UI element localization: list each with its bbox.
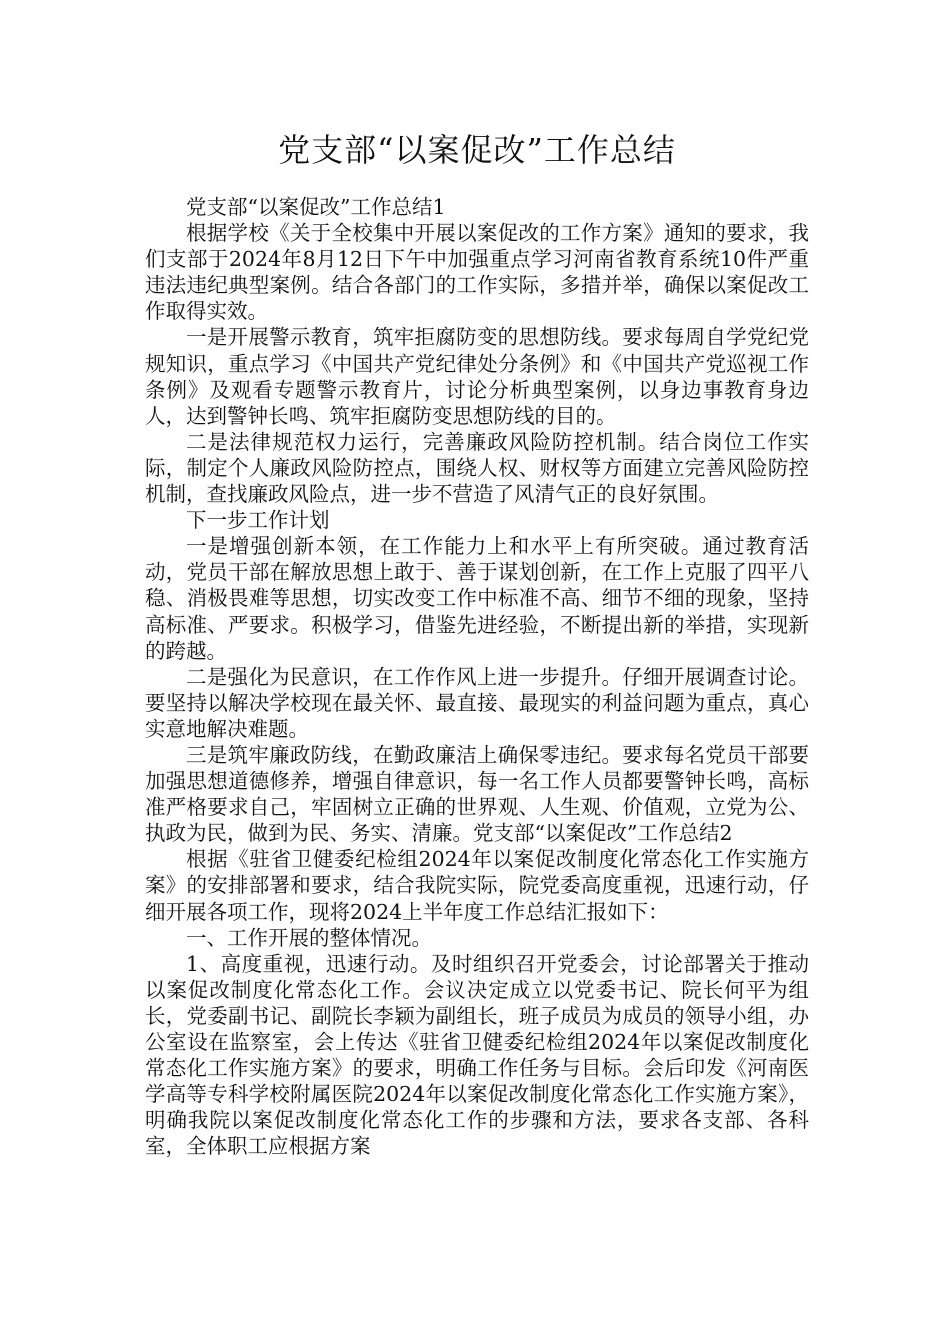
paragraph: 党支部“以案促改”工作总结1 <box>186 195 446 219</box>
paragraph: 根据《驻省卫健委纪检组2024年以案促改制度化常态化工作实施方案》的安排部署和要求，结合我院实际，院党委高度重视，迅速行动，仔细开展各项工作，现将2024上半年度工作总结汇报如下： <box>145 847 809 924</box>
document-title: 党支部“以案促改”工作总结 <box>278 131 676 169</box>
paragraph: 根据学校《关于全校集中开展以案促改的工作方案》通知的要求，我们支部于2024年8月12日下午中加强重点学习河南省教育系统10件严重违法违纪典型案例。结合各部门的工作实际，多措并举，确保以案促改工作取得实效。 <box>145 221 809 324</box>
document-body <box>145 194 809 1159</box>
paragraph: 1、高度重视，迅速行动。及时组织召开党委会，讨论部署关于推动以案促改制度化常态化工作。会议决定成立以党委书记、院长何平为组长，党委副书记、副院长李颖为副组长，班子成员为成员的领导小组，办公室设在监察室，会上传达《驻省卫健委纪检组2024年以案促改制度化常态化工作实施方案》的要求，明确工作任务与目标。会后印发《河南医学高等专科学校附属医院2024年以案促改制度化常态化工作实施方案》，明确我院以案促改制度化常态化工作的步骤和方法，要求各支部、各科室，全体职工应根据方案 <box>145 951 809 1159</box>
document-page <box>145 120 809 1159</box>
paragraph: 一是增强创新本领，在工作能力上和水平上有所突破。通过教育活动，党员干部在解放思想上敢于、善于谋划创新，在工作上克服了四平八稳、消极畏难等思想，切实改变工作中标准不高、细节不细的现象，坚持高标准、严要求。积极学习，借鉴先进经验，不断提出新的举措，实现新的跨越。 <box>145 534 809 663</box>
paragraph: 二是法律规范权力运行，完善廉政风险防控机制。结合岗位工作实际，制定个人廉政风险防控点，围绕人权、财权等方面建立完善风险防控机制，查找廉政风险点，进一步不营造了风清气正的良好氛围。 <box>145 429 809 507</box>
paragraph: 一是开展警示教育，筑牢拒腐防变的思想防线。要求每周自学党纪党规知识，重点学习《中国共产党纪律处分条例》和《中国共产党巡视工作条例》及观看专题警示教育片，讨论分析典型案例，以身边事教育身边人，达到警钟长鸣、筑牢拒腐防变思想防线的目的。 <box>145 325 809 428</box>
paragraph: 二是强化为民意识，在工作作风上进一步提升。仔细开展调查讨论。要坚持以解决学校现在最关怀、最直接、最现实的利益问题为重点，真心实意地解决难题。 <box>145 664 809 741</box>
paragraph: 三是筑牢廉政防线，在勤政廉洁上确保零违纪。要求每名党员干部要加强思想道德修养，增强自律意识，每一名工作人员都要警钟长鸣，高标准严格要求自己，牢固树立正确的世界观、人生观、价值观，立党为公、执政为民，做到为民、务实、清廉。党支部“以案促改”工作总结2 <box>145 742 809 846</box>
section-heading: 下一步工作计划 <box>186 508 330 533</box>
section-heading: 一、工作开展的整体情况。 <box>186 925 432 950</box>
